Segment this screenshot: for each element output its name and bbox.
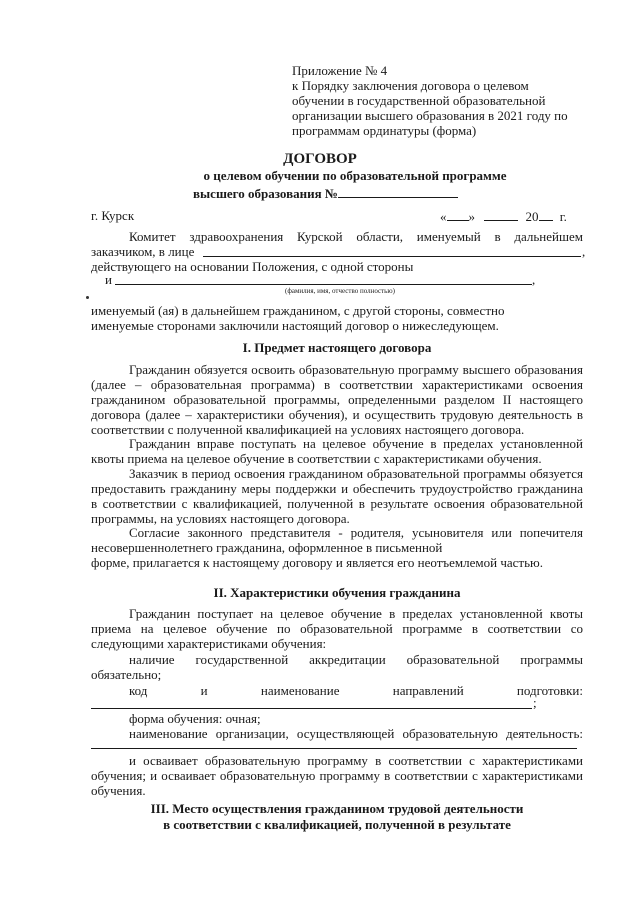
scan-mark	[86, 296, 89, 299]
organization-line: наименование организации, осуществляющей образовательную деятельность:	[129, 726, 583, 741]
text-line: (далее – образовательная программа) в соответствии характеристиками освоения	[91, 377, 583, 392]
text-line: и осваивает образовательную программу в соответствии с характеристиками	[129, 753, 583, 768]
section-2-paragraph-1	[91, 606, 583, 651]
text-line: квоты приема на целевое обучение в соответствии с характеристиками обучения.	[91, 451, 542, 466]
code-field[interactable]	[91, 708, 532, 709]
contract-date	[440, 208, 567, 224]
citizen-name-field[interactable]	[115, 284, 532, 285]
text-line: обучения.	[91, 783, 146, 798]
name-caption: (фамилия, имя, отчество полностью)	[285, 287, 395, 295]
text-line: следующими характеристиками обучения:	[91, 636, 327, 651]
text-line: договора (далее – характеристики обучения), и осуществить трудовую деятельность в	[91, 407, 583, 422]
section-1-paragraph-1	[91, 362, 583, 437]
appendix-title: Приложение № 4	[292, 63, 388, 78]
contract-number-field[interactable]	[338, 184, 458, 198]
text-line: Гражданин обязуется освоить образовательную программу высшего образования	[129, 362, 583, 377]
date-year: 20	[525, 209, 539, 224]
preamble-line-2-end: ,	[582, 244, 586, 259]
section-1-paragraph-2	[91, 436, 583, 466]
text-line: несовершеннолетнего гражданина, оформленное в письменной	[91, 540, 443, 555]
preamble-line-5: именуемый (ая) в дальнейшем гражданином, с другой стороны, совместно	[91, 303, 505, 318]
contract-subtitle-2: высшего образования №	[193, 186, 338, 201]
appendix-line: обучении в государственной образовательной	[292, 93, 546, 108]
text-line: Гражданин вправе поступать на целевое обучение в пределах установленной	[129, 436, 583, 451]
preamble-line-3: действующего на основании Положения, с одной стороны	[91, 259, 414, 274]
date-suffix: г.	[559, 209, 567, 224]
text-line: форме, прилагается к настоящему договору и является его неотъемлемой частью.	[91, 555, 543, 570]
text-line: наличие государственной аккредитации образовательной программы	[129, 652, 583, 667]
preamble-line-4-end: ,	[532, 272, 536, 287]
section-1-paragraph-4	[91, 525, 583, 570]
contract-subtitle: о целевом обучении по образовательной программе	[203, 168, 507, 183]
text-line: гражданином образовательной программы, определенными разделом II настоящего	[91, 392, 583, 407]
appendix-block	[292, 63, 592, 138]
code-line: код и наименование направлений подготовки:	[129, 683, 583, 698]
contract-title: ДОГОВОР	[283, 151, 357, 167]
date-close-quote: »	[468, 209, 475, 224]
text-line: в соответствии с квалификацией, полученной в результате освоения образовательной	[91, 496, 583, 511]
section-3-title-line-1: III. Место осуществления гражданином трудовой деятельности	[150, 801, 524, 816]
contract-city: г. Курск	[91, 208, 135, 223]
date-day-field[interactable]	[447, 208, 469, 221]
section-1-title: I. Предмет настоящего договора	[242, 340, 432, 355]
mastering-paragraph	[91, 753, 583, 798]
text-line: приема на целевое обучение по образовательной программе в соответствии со	[91, 621, 583, 636]
preamble-line-1: Комитет здравоохранения Курской области, именуемый в дальнейшем	[129, 229, 583, 244]
text-line: программы, на условиях настоящего договора.	[91, 511, 350, 526]
date-year-field[interactable]	[539, 208, 553, 221]
text-line: Согласие законного представителя - родителя, усыновителя или попечителя	[129, 525, 583, 540]
appendix-line: программам ординатуры (форма)	[292, 123, 477, 138]
date-open-quote: «	[440, 209, 447, 224]
text-line: обязательно;	[91, 667, 162, 682]
section-1-paragraph-3	[91, 466, 583, 526]
study-form: форма обучения: очная;	[129, 711, 261, 726]
representative-field[interactable]	[203, 256, 581, 257]
text-line: Гражданин поступает на целевое обучение в пределах установленной квоты	[129, 606, 583, 621]
preamble-line-2: заказчиком, в лице	[91, 244, 195, 259]
text-line: предоставить гражданину меры поддержки и обеспечить трудоустройство гражданина	[91, 481, 583, 496]
appendix-line: к Порядку заключения договора о целевом	[292, 78, 529, 93]
code-line-end: ;	[533, 695, 537, 710]
appendix-line: организации высшего образования в 2021 году по	[292, 108, 568, 123]
text-line: обучения; и осваивает образовательную программу в соответствии с характеристиками	[91, 768, 583, 783]
text-line: соответствии с полученной квалификацией на условиях настоящего договора.	[91, 422, 525, 437]
preamble-line-6: именуемые сторонами заключили настоящий договор о нижеследующем.	[91, 318, 499, 333]
contract-number-line	[193, 184, 458, 201]
section-3-title-line-2: в соответствии с квалификацией, полученной в результате	[163, 817, 511, 832]
text-line: Заказчик в период освоения гражданином образовательной программы обязуется	[129, 466, 583, 481]
section-2-title: II. Характеристики обучения гражданина	[213, 585, 461, 600]
date-month-field[interactable]	[484, 208, 518, 221]
preamble-line-4-start: и	[105, 272, 112, 287]
accreditation-paragraph	[91, 652, 583, 682]
organization-field[interactable]	[91, 748, 577, 749]
